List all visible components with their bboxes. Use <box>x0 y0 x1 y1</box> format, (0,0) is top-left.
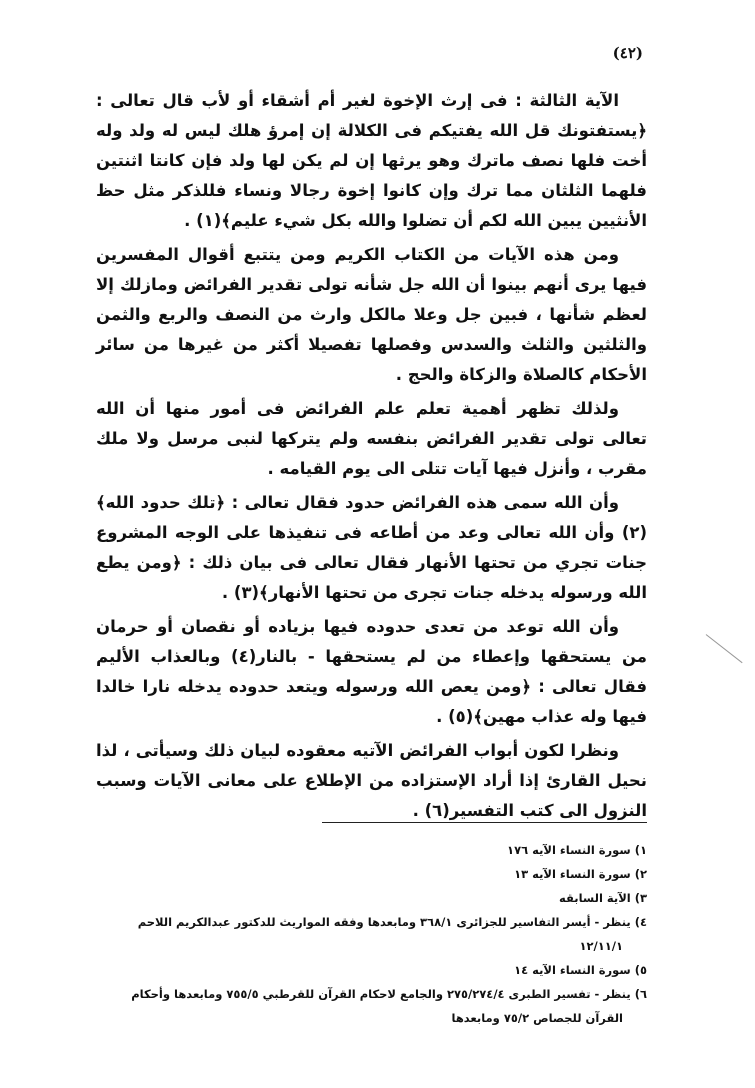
footnote-continuation: ١٢/١١/١ <box>579 939 623 953</box>
footnote <box>100 838 647 862</box>
footnote <box>100 910 647 958</box>
paragraph: وأن الله توعد من تعدى حدوده فيها بزياده أو نقصان أو حرمان من يستحقها وإعطاء من لم يستحقها - بالنار(٤) وبالعذاب الأليم فقال تعالى : ﴿ومن يعص الله ورسوله ويتعد حدوده يدخله نارا خالدا فيها وله عذاب مهين﴾(٥) . <box>96 617 648 726</box>
footnote-text: ٥) سورة النساء الآيه ١٤ <box>514 963 647 977</box>
footnote-text: ١) سورة النساء الآيه ١٧٦ <box>507 843 647 857</box>
scan-artifact-line <box>706 634 743 663</box>
paragraph: ومن هذه الآيات من الكتاب الكريم ومن يتتبع أقوال المفسرين فيها يرى أنهم بينوا أن الله جل شأنه تولى تقدير الفرائض ومازلك إلا لعظم شأنها ، فبين جل وعلا مالكل وارث من النصف والربع والثمن والثلثين والثلث والسدس وفصلها تفصيلا أكثر من غيرها من سائر الأحكام كالصلاة والزكاة والحج . <box>96 245 647 384</box>
footnote <box>100 862 647 886</box>
footnote <box>100 958 647 982</box>
footnote-separator <box>322 822 647 823</box>
paragraph: وأن الله سمى هذه الفرائض حدود فقال تعالى : ﴿تلك حدود الله﴾(٢) وأن الله تعالى وعد من أطاعه فى تنفيذها على الوجه المشروع جنات تجري من تحتها الأنهار فقال تعالى فى بيان ذلك : ﴿ومن يطع الله ورسوله يدخله جنات تجرى من تحتها الأنهار﴾(٣) . <box>96 493 647 602</box>
footnote-text: ٣) الآية السابقه <box>559 891 647 905</box>
footnote <box>100 886 647 910</box>
footnote-text: ٦) ينظر - تفسير الطبرى ٢٧٥/٢٧٤/٤ والجامع لاحكام القرآن للقرطبي ٧٥٥/٥ ومابعدها وأحكام <box>131 987 647 1001</box>
footnote-text: ٢) سورة النساء الآيه ١٣ <box>514 867 647 881</box>
footnote <box>100 982 647 1030</box>
page-number: (٤٢) <box>612 44 643 62</box>
footnote-continuation: القرآن للجصاص ٧٥/٢ ومابعدها <box>451 1011 623 1025</box>
paragraph: الآية الثالثة : فى إرث الإخوة لغير أم أشقاء أو لأب قال تعالى : ﴿يستفتونك قل الله يفتيكم فى الكلالة إن إمرؤ هلك ليس له ولد وله أخت فلها نصف ماترك وهو يرثها إن لم يكن لها ولد فإن كانتا اثنتين فلهما الثلثان مما ترك وإن كانوا إخوة رجالا ونساء فللذكر مثل حظ الأنثيين يبين الله لكم أن تضلوا والله بكل شيء عليم﴾(١) . <box>96 91 647 230</box>
footnotes <box>100 838 647 1030</box>
paragraph: ولذلك تظهر أهمية تعلم علم الفرائض فى أمور منها أن الله تعالى تولى تقدير الفرائض بنفسه ولم يتركها لنبى مرسل ولا ملك مقرب ، وأنزل فيها آيات تتلى الى يوم القيامه . <box>96 399 647 478</box>
paragraph: ونظرا لكون أبواب الفرائض الآتيه معقوده لبيان ذلك وسيأتى ، لذا نحيل القارئ إذا أراد الإستزاده من الإطلاع على معانى الآيات وسبب النزول الى كتب التفسير(٦) . <box>96 741 647 820</box>
footnote-text: ٤) ينظر - أيسر التفاسير للجزائرى ٣٦٨/١ ومابعدها وفقه المواريث للدكتور عبدالكريم اللاحم <box>137 915 647 929</box>
body-text <box>96 86 647 830</box>
